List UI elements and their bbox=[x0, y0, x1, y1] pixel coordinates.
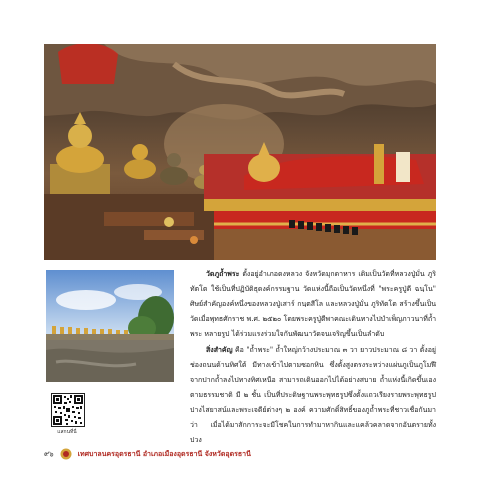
article-body bbox=[190, 266, 436, 448]
photo-buddha-row-outdoor bbox=[46, 270, 174, 382]
qr-code[interactable] bbox=[51, 393, 85, 427]
publication-title: เทศบาลนครอุดรธานี อำเภอเมืองอุดรธานี จังหวัดอุดรธานี bbox=[77, 448, 251, 458]
paragraph-2 bbox=[190, 342, 436, 448]
paragraph-2-text: คือ "ถ้ำพระ" ถ้ำใหญ่กว้างประมาณ ๓ วา ยาวประมาณ ๘ วา ตั้งอยู่ช่องถนนด้านทิศใต้ มีทางเข้าไปตามซอกหิน ซึ่งตั้งสูงตรงระหว่างแผ่นภูเป็นภูโมฬี จากปากถ้ำลงไปทางทิศเหนือ สามารถเดินออกไปได้อย่างสบาย ถ้ำแห่งนี้เกิดขึ้นเองตามธรรมชาติ มี ๒ ชั้น เป็นที่ประดิษฐานพระพุทธรูปซึ่งตั้งแถวเรียงรายพระพุทธรูปปางไสยาสน์และพระเจดีย์ต่างๆ ๒ องค์ ความศักดิ์สิทธิ์ของภูถ้ำพระที่ชาวเชื่อกันมาว่า เมื่อได้มาสักการะจะมีโชคในการทำมาหากินและแคล้วคลาดจากอันตรายทั้งปวง bbox=[190, 346, 436, 444]
qr-pattern bbox=[52, 394, 84, 426]
paragraph-1-lead: วัดภูถ้ำพระ bbox=[206, 269, 240, 278]
cave-illustration bbox=[44, 44, 436, 260]
paragraph-2-lead: สิ่งสำคัญ bbox=[206, 345, 233, 354]
outdoor-illustration bbox=[46, 270, 174, 382]
hero-photo-cave-temple bbox=[44, 44, 436, 260]
publication-logo-icon bbox=[60, 448, 72, 460]
paragraph-1 bbox=[190, 266, 436, 342]
qr-caption: แสกนที่นี่ bbox=[57, 429, 77, 435]
page-number: ๙๖ bbox=[44, 449, 54, 458]
paragraph-1-text: ตั้งอยู่อำเภอดงหลวง จังหวัดมุกดาหาร เดิมเป็นวัดที่หลวงปู่มั่น ภูริทัตโต ใช้เป็นที่ปฏิบัติธุดงค์กรรมฐาน วัดแห่งนี้ถือเป็นวัดหนึ่งที่ "พระครูปู่ดี ฉนฺโน" ศิษย์สำคัญองค์หนึ่งของหลวงปู่เสาร์ กนฺตสีโล และหลวงปู่มั่น ภูริทัตโต สร้างขึ้นเป็นวัดเมื่อพุทธศักราช พ.ศ. ๒๕๒๐ โดยพระครูปู่ดีพาคณะเดินทางไปบำเพ็ญภาวนาที่ถ้ำพระ หลายรูป ได้ร่วมแรงร่วมใจกันพัฒนาวัดจนเจริญขึ้นเป็นลำดับ bbox=[190, 270, 436, 338]
page-footer bbox=[44, 447, 251, 461]
